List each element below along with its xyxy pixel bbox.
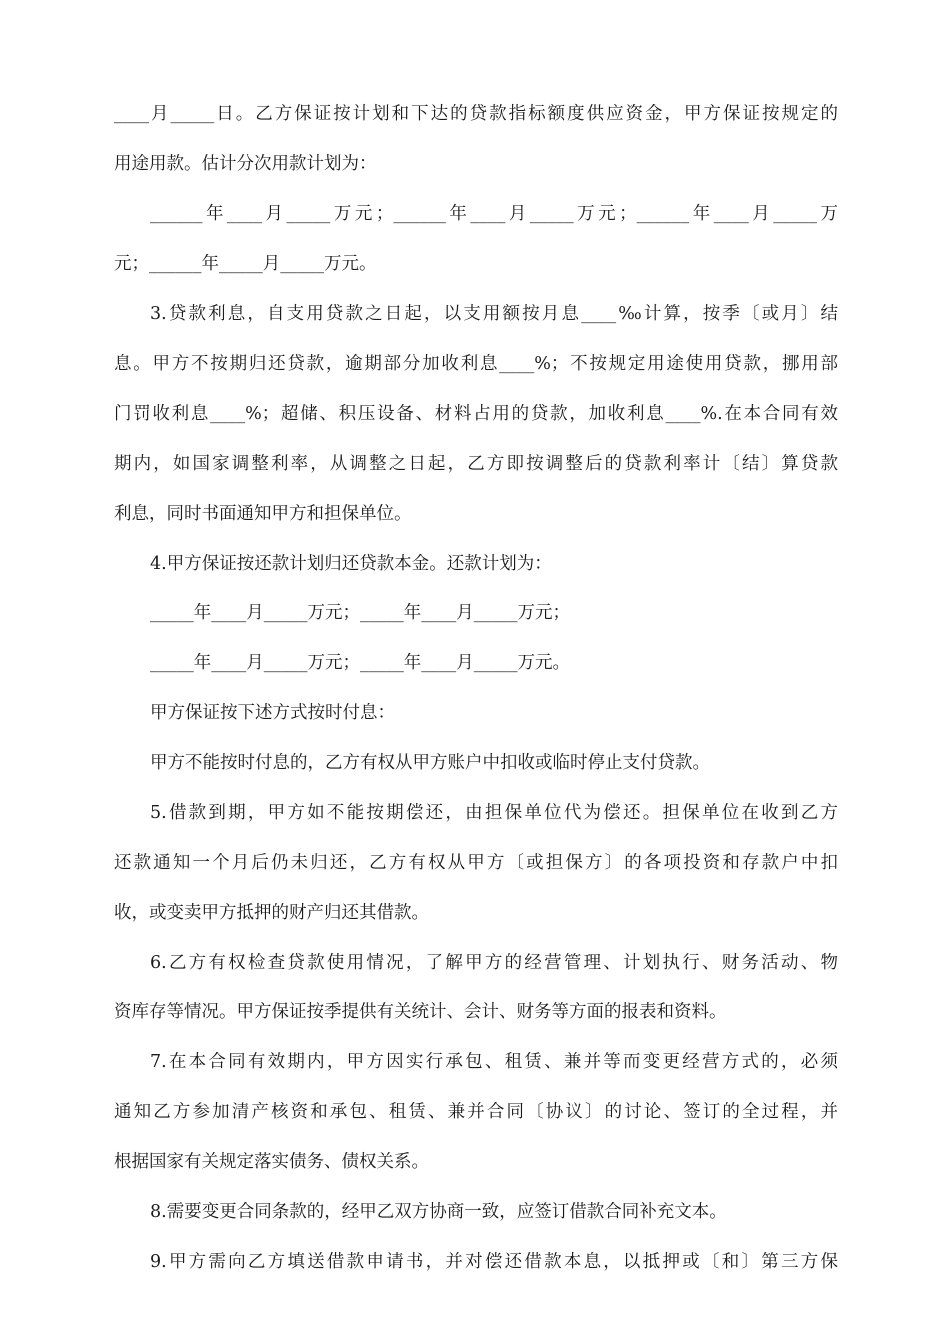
text-line: ____月_____日。乙方保证按计划和下达的贷款指标额度供应资金，甲方保证按规定的 <box>114 104 838 124</box>
text-line: 7.在本合同有效期内，甲方因实行承包、租赁、兼并等而变更经营方式的，必须 <box>150 1052 838 1072</box>
text-line: 收，或变卖甲方抵押的财产归还其借款。 <box>114 903 429 923</box>
text-line: ______年____月_____万元；______年____月_____万元；______年____月_____万 <box>150 204 838 224</box>
text-line: 甲方保证按下述方式按时付息： <box>150 703 395 723</box>
text-line: _____年____月_____万元；_____年____月_____万元。 <box>150 653 570 673</box>
text-line: 5.借款到期，甲方如不能按期偿还，由担保单位代为偿还。担保单位在收到乙方 <box>150 803 838 823</box>
text-line: 根据国家有关规定落实债务、债权关系。 <box>114 1152 429 1172</box>
text-line: 通知乙方参加清产核资和承包、租赁、兼并合同〔协议〕的讨论、签订的全过程，并 <box>114 1102 838 1122</box>
text-line: 4.甲方保证按还款计划归还贷款本金。还款计划为： <box>150 554 552 574</box>
text-line: 用途用款。估计分次用款计划为： <box>114 154 377 174</box>
text-line: 还款通知一个月后仍未归还，乙方有权从甲方〔或担保方〕的各项投资和存款户中扣 <box>114 853 838 873</box>
text-line: 息。甲方不按期归还贷款，逾期部分加收利息____%；不按规定用途使用贷款，挪用部 <box>114 354 838 374</box>
text-line: 6.乙方有权检查贷款使用情况，了解甲方的经营管理、计划执行、财务活动、物 <box>150 953 838 973</box>
text-line: 8.需要变更合同条款的，经甲乙双方协商一致，应签订借款合同补充文本。 <box>150 1202 727 1222</box>
text-line: 资库存等情况。甲方保证按季提供有关统计、会计、财务等方面的报表和资料。 <box>114 1002 727 1022</box>
text-line: 利息，同时书面通知甲方和担保单位。 <box>114 504 412 524</box>
text-line: 9.甲方需向乙方填送借款申请书，并对偿还借款本息，以抵押或〔和〕第三方保 <box>150 1252 838 1272</box>
text-line: 甲方不能按时付息的，乙方有权从甲方账户中扣收或临时停止支付贷款。 <box>150 753 710 773</box>
text-line: 元；______年_____月_____万元。 <box>114 254 377 274</box>
text-line: 3.贷款利息，自支用贷款之日起，以支用额按月息____‰计算，按季〔或月〕结 <box>150 304 838 324</box>
text-line: 期内，如国家调整利率，从调整之日起，乙方即按调整后的贷款利率计〔结〕算贷款 <box>114 454 838 474</box>
text-line: _____年____月_____万元；_____年____月_____万元； <box>150 603 570 623</box>
text-line: 门罚收利息____%；超储、积压设备、材料占用的贷款，加收利息____%.在本合同有效 <box>114 404 838 424</box>
